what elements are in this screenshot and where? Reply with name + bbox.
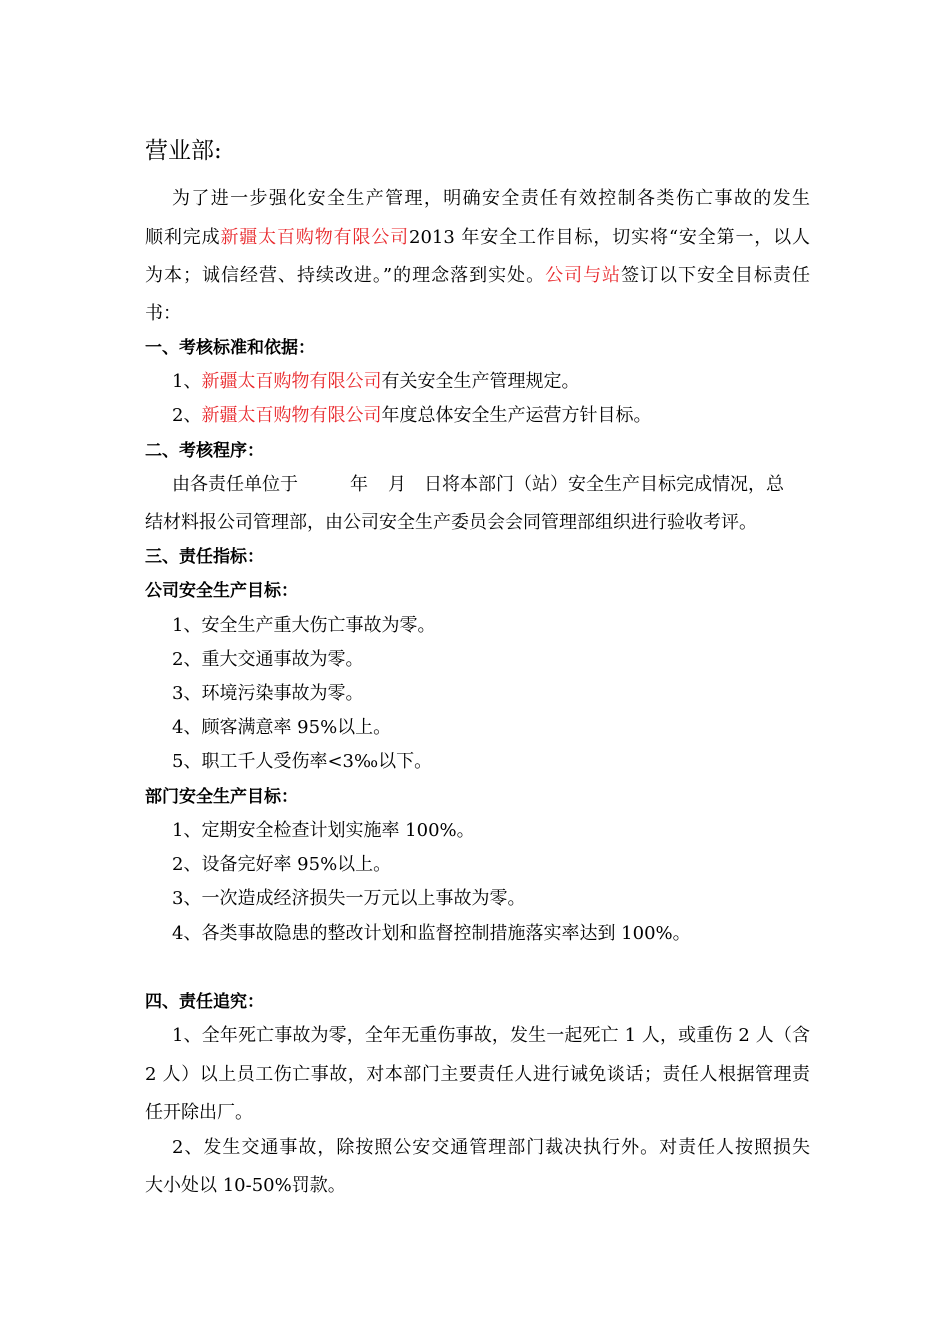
item-text: 年度总体安全生产运营方针目标。	[381, 405, 652, 426]
blank-month-label: 月	[388, 474, 406, 495]
intro-text: 2013 年安全工作目标，切实将“安全第一，以人	[409, 227, 811, 248]
company-goal-item: 1、安全生产重大伤亡事故为零。	[172, 615, 436, 636]
section-3-heading: 三、责任指标：	[145, 547, 264, 567]
intro-line-1: 为了进一步强化安全生产管理，明确安全责任有效控制各类伤亡事故的发生	[172, 188, 810, 209]
company-name-highlight: 新疆太百购物有限公司	[220, 227, 410, 248]
section-1-heading: 一、考核标准和依据：	[145, 338, 315, 358]
company-goal-item: 5、职工千人受伤率<3‰以下。	[172, 751, 433, 772]
intro-text: 为本；诚信经营、持续改进。”的理念落到实处。	[145, 265, 546, 286]
company-goal-item: 3、环境污染事故为零。	[172, 683, 364, 704]
section-4-p2-line-1: 2、发生交通事故，除按照公安交通管理部门裁决执行外。对责任人按照损失	[172, 1137, 810, 1158]
section-1-item-1	[172, 370, 810, 394]
item-text: 有关安全生产管理规定。	[381, 371, 580, 392]
intro-line-2	[145, 226, 810, 250]
dept-goals-heading: 部门安全生产目标：	[145, 787, 298, 807]
blank-year-label: 年	[350, 474, 368, 495]
section-4-heading: 四、责任追究：	[145, 992, 264, 1012]
section-4-p1-line-3: 任开除出厂。	[145, 1102, 253, 1123]
procedure-text: 由各责任单位于	[172, 474, 298, 495]
company-goals-heading: 公司安全生产目标：	[145, 581, 298, 601]
company-goal-item: 2、重大交通事故为零。	[172, 649, 364, 670]
intro-text: 顺利完成	[145, 227, 221, 248]
company-station-highlight: 公司与站	[545, 265, 622, 286]
intro-text: 签订以下安全目标责任	[621, 265, 811, 286]
dept-goal-item: 2、设备完好率 95%以上。	[172, 854, 392, 875]
dept-goal-item: 4、各类事故隐患的整改计划和监督控制措施落实率达到 100%。	[172, 923, 691, 944]
item-number: 1、	[172, 371, 202, 392]
intro-line-4: 书：	[145, 303, 181, 324]
intro-line-3	[145, 264, 810, 288]
company-goal-item: 4、顾客满意率 95%以上。	[172, 717, 392, 738]
dept-goal-item: 1、定期安全检查计划实施率 100%。	[172, 820, 475, 841]
procedure-text: 日将本部门（站）安全生产目标完成情况，总	[424, 474, 784, 495]
item-number: 2、	[172, 405, 202, 426]
dept-goal-item: 3、一次造成经济损失一万元以上事故为零。	[172, 888, 526, 909]
document-title: 营业部:	[145, 138, 222, 164]
section-4-p1-line-1: 1、全年死亡事故为零，全年无重伤事故，发生一起死亡 1 人，或重伤 2 人（含	[172, 1025, 810, 1046]
section-2-line-2: 结材料报公司管理部，由公司安全生产委员会会同管理部组织进行验收考评。	[145, 512, 757, 533]
section-2-line-1	[172, 473, 810, 497]
company-name-highlight: 新疆太百购物有限公司	[201, 405, 382, 426]
section-4-p1-line-2: 2 人）以上员工伤亡事故，对本部门主要责任人进行诫免谈话；责任人根据管理责	[145, 1064, 810, 1085]
company-name-highlight: 新疆太百购物有限公司	[201, 371, 382, 392]
section-4-p2-line-2: 大小处以 10-50%罚款。	[145, 1175, 346, 1196]
section-1-item-2	[172, 404, 810, 428]
section-2-heading: 二、考核程序：	[145, 441, 264, 461]
